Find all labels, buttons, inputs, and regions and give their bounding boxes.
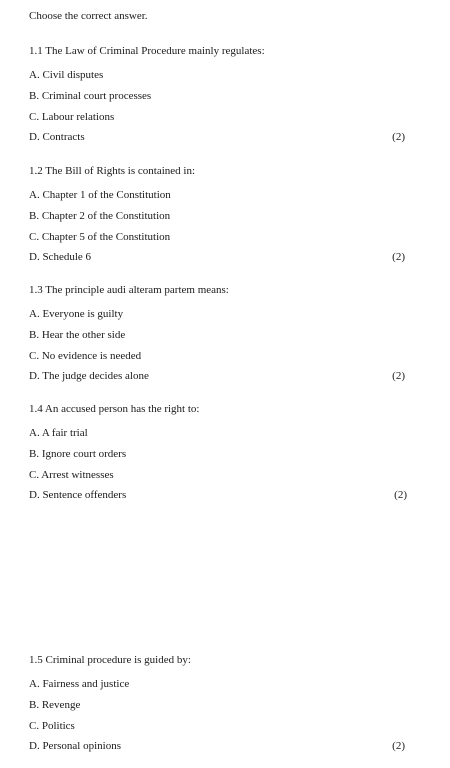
option-d bbox=[29, 247, 409, 268]
option-d bbox=[29, 366, 409, 387]
option-d bbox=[29, 127, 409, 148]
option-label: D. Schedule 6 bbox=[29, 251, 92, 264]
option-label: A. Civil disputes bbox=[29, 69, 104, 82]
option-d bbox=[29, 736, 409, 757]
option-label: B. Chapter 2 of the Constitution bbox=[29, 210, 171, 223]
option-c bbox=[29, 715, 409, 736]
option-label: B. Criminal court processes bbox=[29, 90, 152, 103]
question-1-3 bbox=[29, 283, 409, 387]
option-label: D. Sentence offenders bbox=[29, 489, 127, 502]
option-a bbox=[29, 674, 409, 695]
question-1-2 bbox=[29, 164, 409, 268]
option-c bbox=[29, 226, 409, 247]
question-1-4 bbox=[29, 402, 409, 506]
option-label: B. Hear the other side bbox=[29, 329, 126, 342]
option-d bbox=[29, 485, 409, 506]
option-label: D. Contracts bbox=[29, 131, 85, 144]
option-a bbox=[29, 185, 409, 206]
option-label: A. Chapter 1 of the Constitution bbox=[29, 189, 171, 202]
option-label: C. Politics bbox=[29, 719, 75, 732]
option-label: B. Revenge bbox=[29, 699, 81, 712]
question-text: 1.2 The Bill of Rights is contained in: bbox=[29, 165, 196, 177]
option-b bbox=[29, 206, 409, 227]
option-label: C. No evidence is needed bbox=[29, 349, 142, 362]
option-label: D. Personal opinions bbox=[29, 740, 121, 753]
option-b bbox=[29, 444, 409, 465]
option-c bbox=[29, 345, 409, 366]
question-text: 1.5 Criminal procedure is guided by: bbox=[29, 654, 191, 666]
question-text: 1.4 An accused person has the right to: bbox=[29, 403, 200, 415]
marks-label: (2) bbox=[392, 251, 405, 264]
marks-label: (2) bbox=[392, 131, 405, 144]
option-label: A. A fair trial bbox=[29, 427, 88, 440]
marks-label: (2) bbox=[392, 740, 405, 753]
option-c bbox=[29, 106, 409, 127]
option-label: C. Chapter 5 of the Constitution bbox=[29, 230, 171, 243]
question-1-5 bbox=[29, 653, 409, 757]
option-label: A. Fairness and justice bbox=[29, 678, 130, 691]
marks-label: (2) bbox=[394, 489, 407, 502]
option-label: A. Everyone is guilty bbox=[29, 308, 124, 321]
option-a bbox=[29, 65, 409, 86]
option-label: D. The judge decides alone bbox=[29, 370, 149, 383]
option-b bbox=[29, 86, 409, 107]
option-a bbox=[29, 304, 409, 325]
option-c bbox=[29, 464, 409, 485]
option-a bbox=[29, 423, 409, 444]
marks-label: (2) bbox=[392, 370, 405, 383]
option-b bbox=[29, 695, 409, 716]
option-label: C. Labour relations bbox=[29, 110, 115, 123]
instruction-text: Choose the correct answer. bbox=[29, 10, 148, 22]
option-label: B. Ignore court orders bbox=[29, 448, 127, 461]
option-label: C. Arrest witnesses bbox=[29, 468, 114, 481]
option-b bbox=[29, 325, 409, 346]
question-1-1 bbox=[29, 44, 409, 148]
question-text: 1.1 The Law of Criminal Procedure mainly regulates: bbox=[29, 45, 265, 57]
question-text: 1.3 The principle audi alteram partem means: bbox=[29, 284, 229, 296]
